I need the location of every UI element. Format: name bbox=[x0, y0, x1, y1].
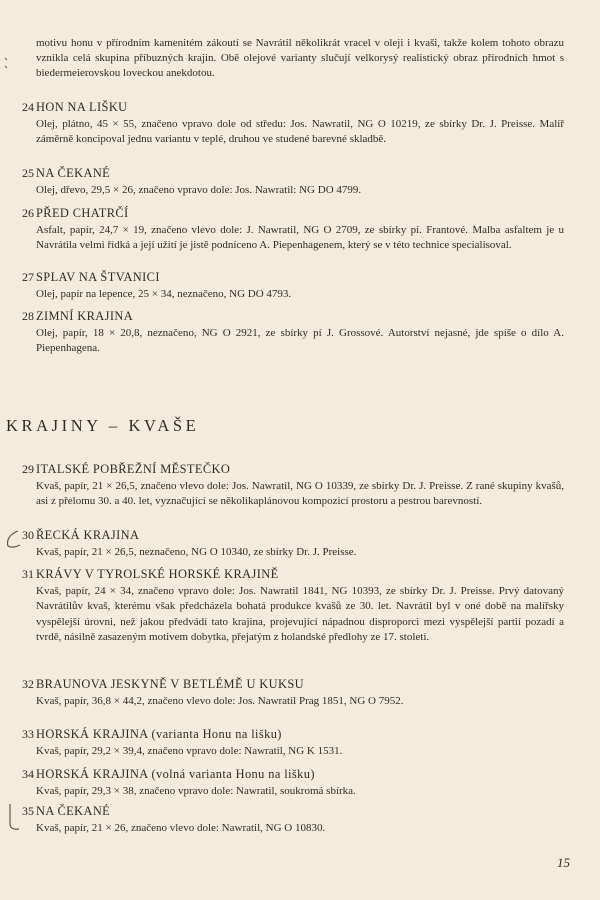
entry-title: ITALSKÉ POBŘEŽNÍ MĚSTEČKO bbox=[36, 462, 231, 476]
entry-number: 24 bbox=[22, 100, 34, 114]
entry-title: BRAUNOVA JESKYNĚ V BETLÉMĚ U KUKSU bbox=[36, 677, 304, 691]
entry-number: 25 bbox=[22, 166, 34, 180]
entry-number: 28 bbox=[22, 309, 34, 323]
entry-description: Olej, papír na lepence, 25 × 34, neznačeno, NG DO 4793. bbox=[36, 288, 292, 300]
entry-title: ZIMNÍ KRAJINA bbox=[36, 309, 134, 323]
entry-title: HON NA LIŠKU bbox=[36, 100, 128, 114]
entry-description: Kvaš, papír, 29,3 × 38, značeno vpravo dole: Nawratil, soukromá sbírka. bbox=[36, 785, 356, 797]
entry-title: SPLAV NA ŠTVANICI bbox=[36, 270, 160, 284]
section-heading: KRAJINY – KVAŠE bbox=[6, 416, 200, 435]
entry-description: Kvaš, papír, 21 × 26,5, značeno vlevo dole: Jos. Nawratil, NG O 10339, ze sbírky Dr. J. Preisse. Z rané skupiny kvašů, asi z přelomu 30. a 40. let, vyznačující se několikaplánovou kompozicí prostoru a pestrou barevností. bbox=[36, 480, 564, 508]
entry-title: NA ČEKANÉ bbox=[36, 804, 111, 818]
entry-title: PŘED CHATRČÍ bbox=[36, 206, 129, 220]
entry-title: HORSKÁ KRAJINA (volná varianta Honu na lišku) bbox=[36, 767, 315, 781]
entry-title: KRÁVY V TYROLSKÉ HORSKÉ KRAJINĚ bbox=[36, 567, 279, 581]
entry-number: 26 bbox=[22, 206, 34, 220]
entry-number: 32 bbox=[22, 677, 34, 691]
entry-description: Olej, dřevo, 29,5 × 26, značeno vpravo dole: Jos. Nawratil: NG DO 4799. bbox=[36, 184, 362, 196]
intro-paragraph: motivu honu v přírodním kamenitém zákoutí se Navrátil několikrát vracel v oleji i kvaši, takže kolem tohoto obrazu vznikla celá skupina příbuzných krajin. Obě olejové varianty slučují velkorysý realistický obraz přírodních hmot s biedermeierovskou loveckou anekdotou. bbox=[36, 37, 564, 80]
entry-description: Olej, plátno, 45 × 55, značeno vpravo dole od středu: Jos. Nawratil, NG O 10219, ze sbírky Dr. J. Preisse. Malíř záměrně koncipoval jednu variantu v teplé, druhou ve studené barevné skladbě. bbox=[36, 118, 564, 146]
pencil-mark-icon bbox=[2, 802, 22, 834]
entry-description: Kvaš, papír, 36,8 × 44,2, značeno vlevo dole: Jos. Nawratil Prag 1851, NG O 7952. bbox=[36, 695, 404, 707]
page-number: 15 bbox=[557, 855, 570, 870]
entry-description: Kvaš, papír, 29,2 × 39,4, značeno vpravo dole: Nawratil, NG K 1531. bbox=[36, 745, 343, 757]
entry-description: Kvaš, papír, 21 × 26, značeno vlevo dole: Nawratil, NG O 10830. bbox=[36, 822, 326, 834]
entry-number: 29 bbox=[22, 462, 34, 476]
entry-title: NA ČEKANÉ bbox=[36, 166, 111, 180]
entry-title: ŘECKÁ KRAJINA bbox=[36, 528, 140, 542]
entry-number: 34 bbox=[22, 767, 34, 781]
entry-description: Kvaš, papír, 24 × 34, značeno vpravo dole: Jos. Nawratil 1841, NG 10393, ze sbírky Dr. J. Preisse. Prvý datovaný Navrátilův kvaš, kterému však předcházela bohatá produkce kvašů ze 30. let. Navrátil byl v oné době na malířsky vyspělejší úrovni, než jakou předvádí tato krajina, projevující nápadnou disproporci mezi vyspělejší partií pozadí a tvrdě, násilně zasazeným motivem dobytka, přejatým z holandské předlohy ze 17. století. bbox=[36, 585, 564, 643]
entry-number: 27 bbox=[22, 270, 34, 284]
entry-title: HORSKÁ KRAJINA (varianta Honu na lišku) bbox=[36, 727, 282, 741]
entry-description: Olej, papír, 18 × 20,8, neznačeno, NG O 2921, ze sbírky pí J. Grossové. Autorství nejasné, jde spíše o dílo A. Piepenhagena. bbox=[36, 327, 564, 355]
entry-description: Kvaš, papír, 21 × 26,5, neznačeno, NG O 10340, ze sbírky Dr. J. Preisse. bbox=[36, 546, 357, 558]
entry-description: Asfalt, papír, 24,7 × 19, značeno vlevo dole: J. Nawratil, NG O 2709, ze sbírky pí. Frantové. Malba asfaltem je u Navrátila velmi řídká a její užití je jistě podníceno A. Piepenhagenem, který se v této technice specialisoval. bbox=[36, 224, 564, 252]
entry-number: 33 bbox=[22, 727, 34, 741]
entry-number: 31 bbox=[22, 567, 34, 581]
pencil-mark-icon bbox=[2, 528, 24, 550]
entry-number: 30 bbox=[22, 528, 34, 542]
pencil-mark-icon bbox=[2, 54, 12, 74]
entry-number: 35 bbox=[22, 804, 34, 818]
